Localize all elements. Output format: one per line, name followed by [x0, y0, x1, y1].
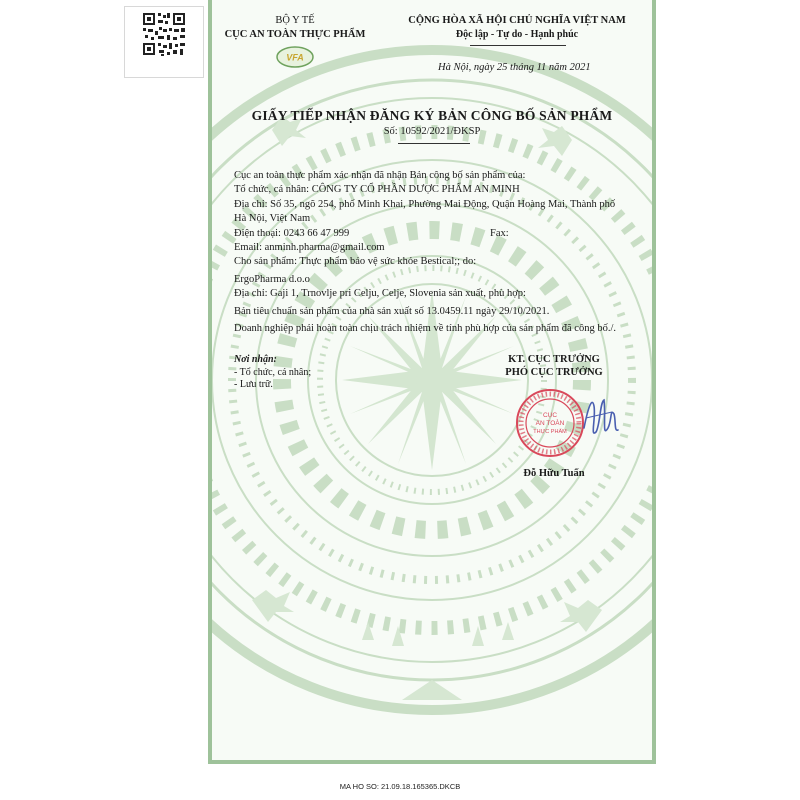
stamp-text-2: AN TOÀN — [535, 420, 565, 427]
agency-name: CỤC AN TOÀN THỰC PHẨM — [224, 29, 366, 40]
recipient-item: - Tổ chức, cá nhân; — [234, 366, 312, 378]
email-line: Email: anminh.pharma@gmail.com — [234, 242, 385, 254]
motto-underline — [470, 45, 566, 46]
vfa-logo — [276, 46, 314, 68]
signatory-title-line-1: KT. CỤC TRƯỞNG — [508, 354, 600, 365]
document-number: Số: 10592/2021/ĐKSP — [383, 126, 481, 137]
signer-name: Đỗ Hữu Tuấn — [523, 468, 585, 479]
stamp-text-1: CỤC — [542, 412, 558, 419]
stamp-text-3: THỰC PHẨM — [533, 429, 567, 435]
issuer-header — [220, 14, 370, 42]
fax-text: Fax: — [490, 227, 509, 239]
certificate-body — [234, 169, 654, 336]
manufacturer-address-line: Địa chỉ: Gaji 1, Trnovlje pri Celju, Celje, Slovenia sản xuất, phù hợp: — [234, 288, 526, 300]
recipients-heading: Nơi nhận: — [234, 354, 277, 365]
issue-date: Hà Nội, ngày 25 tháng 11 năm 2021 — [438, 62, 591, 73]
product-line: Cho sản phẩm: Thực phẩm bảo vệ sức khỏe Bestical;; do: — [234, 256, 477, 268]
number-underline — [398, 143, 470, 144]
signatory-title — [474, 353, 634, 379]
responsibility-line: Doanh nghiệp phải hoàn toàn chịu trách nhiệm về tính phù hợp của sản phẩm đã công bố./. — [234, 323, 616, 335]
ministry-name: BỘ Y TẾ — [275, 15, 315, 26]
phone-fax-line — [234, 227, 654, 241]
logo-text: VFA — [286, 52, 304, 63]
phone-text: Điện thoại: 0243 66 47 999 — [234, 227, 350, 239]
intro-line: Cục an toàn thực phẩm xác nhận đã nhận Bản công bố sản phẩm của: — [234, 170, 526, 181]
standard-line: Bản tiêu chuẩn sản phẩm của nhà sản xuất số 13.0459.11 ngày 29/10/2021. — [234, 305, 550, 317]
document-title: GIẤY TIẾP NHẬN ĐĂNG KÝ BẢN CÔNG BỐ SẢN PHẨM — [251, 108, 613, 123]
country-name: CỘNG HÒA XÃ HỘI CHỦ NGHĨA VIỆT NAM — [408, 15, 626, 26]
recipients-block — [234, 354, 311, 392]
national-motto: Độc lập - Tự do - Hạnh phúc — [455, 29, 579, 40]
address-line-2: Hà Nội, Việt Nam — [234, 213, 311, 225]
state-header — [380, 14, 654, 42]
address-line-1: Địa chỉ: Số 35, ngõ 254, phố Minh Khai, Phường Mai Động, Quận Hoàng Mai, Thành phố — [234, 198, 616, 210]
signatory-title-line-2: PHÓ CỤC TRƯỞNG — [505, 367, 603, 378]
dossier-code: MA HO SO: 21.09.18.165365.DKCB — [339, 782, 461, 791]
official-stamp — [514, 387, 586, 459]
recipient-item: - Lưu trữ. — [234, 379, 273, 390]
handwritten-signature — [578, 388, 620, 448]
organization-line: Tổ chức, cá nhân: CÔNG TY CỔ PHẦN DƯỢC PHẨM AN MINH — [234, 184, 520, 196]
qr-code — [124, 6, 204, 78]
certificate-page — [208, 0, 656, 764]
manufacturer-line: ErgoPharma d.o.o — [234, 273, 310, 285]
